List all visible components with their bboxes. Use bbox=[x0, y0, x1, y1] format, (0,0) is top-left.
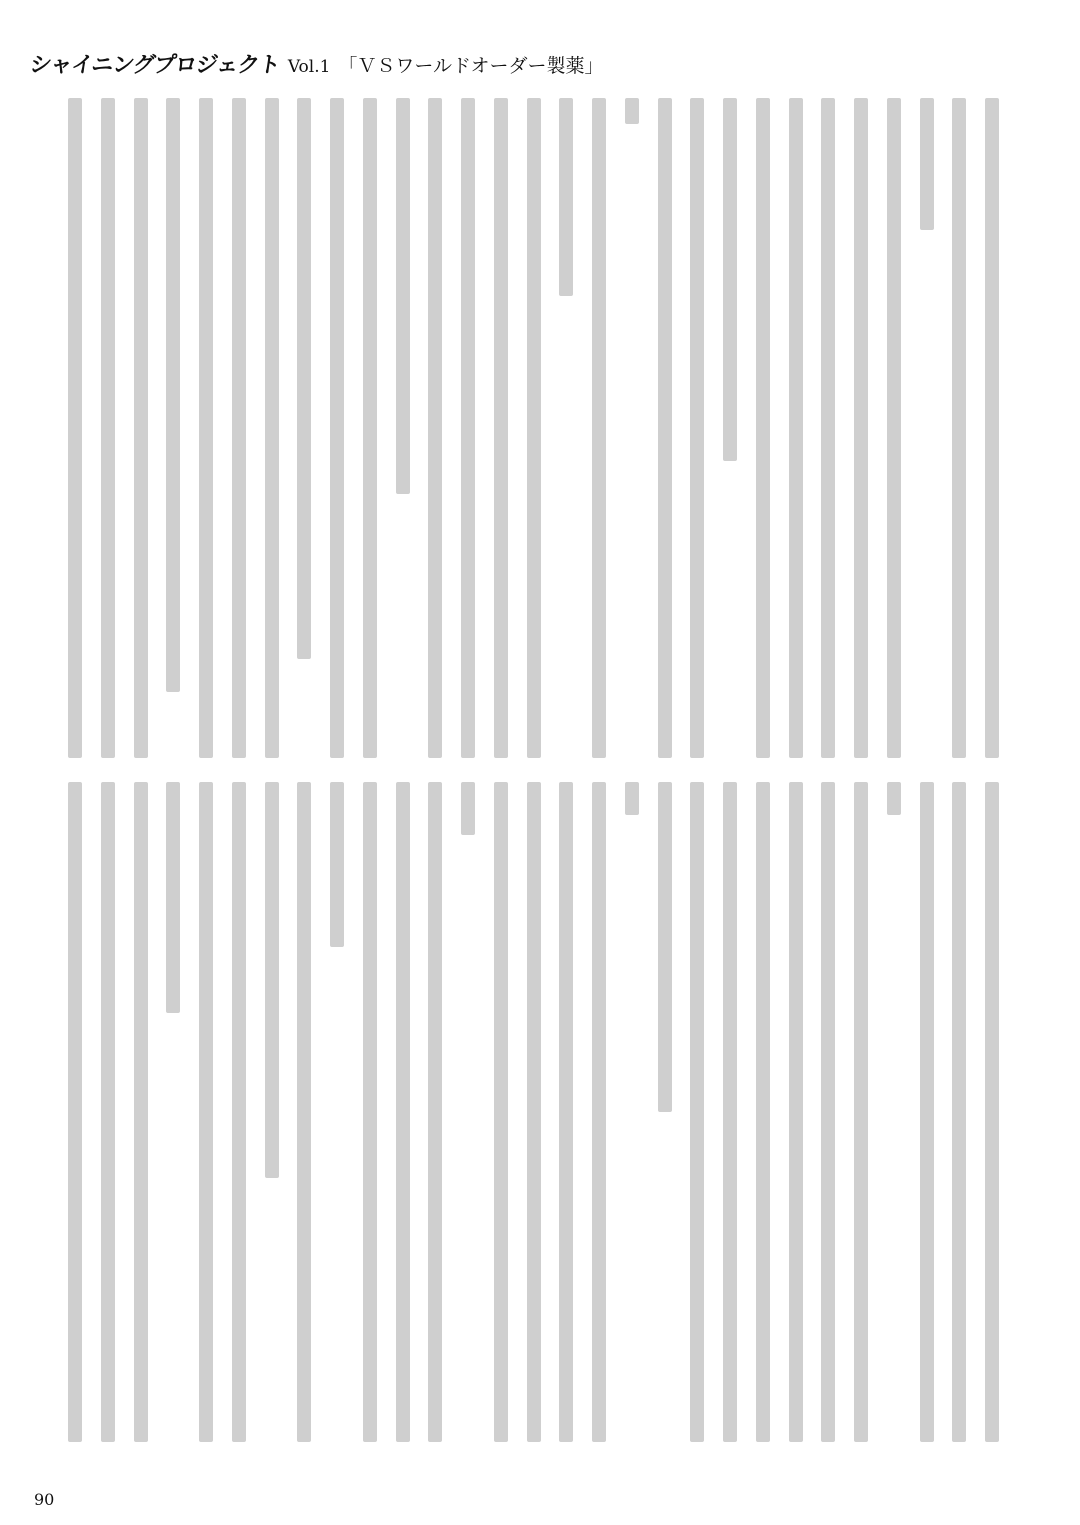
text-column-placeholder bbox=[723, 98, 737, 461]
text-column-placeholder bbox=[559, 98, 573, 296]
series-title: シャイニングプロジェクト bbox=[27, 53, 282, 78]
text-column-placeholder bbox=[330, 782, 344, 947]
text-column-placeholder bbox=[297, 782, 311, 1442]
text-column-placeholder bbox=[690, 98, 704, 758]
text-column-placeholder bbox=[363, 782, 377, 1442]
text-column-placeholder bbox=[101, 782, 115, 1442]
text-column-placeholder bbox=[854, 782, 868, 1442]
text-column-placeholder bbox=[952, 782, 966, 1442]
text-column-placeholder bbox=[723, 782, 737, 1442]
chapter-subtitle: 「ＶＳワールドオーダー製薬」 bbox=[338, 55, 604, 77]
text-column-placeholder bbox=[985, 782, 999, 1442]
text-column-placeholder bbox=[592, 98, 606, 758]
text-column-placeholder bbox=[461, 98, 475, 758]
text-column-placeholder bbox=[461, 782, 475, 835]
text-column-placeholder bbox=[68, 98, 82, 758]
text-column-placeholder bbox=[396, 98, 410, 494]
text-column-placeholder bbox=[658, 782, 672, 1112]
text-column-placeholder bbox=[166, 98, 180, 692]
text-column-placeholder bbox=[297, 98, 311, 659]
text-column-placeholder bbox=[821, 98, 835, 758]
text-column-placeholder bbox=[428, 98, 442, 758]
page-number: 90 bbox=[34, 1490, 55, 1509]
text-column-placeholder bbox=[527, 98, 541, 758]
text-column-placeholder bbox=[101, 98, 115, 758]
body-text-lower-tier bbox=[60, 782, 1010, 1442]
text-column-placeholder bbox=[789, 782, 803, 1442]
text-column-placeholder bbox=[625, 98, 639, 124]
text-column-placeholder bbox=[854, 98, 868, 758]
text-column-placeholder bbox=[920, 782, 934, 1442]
text-column-placeholder bbox=[559, 782, 573, 1442]
text-column-placeholder bbox=[232, 98, 246, 758]
text-column-placeholder bbox=[494, 98, 508, 758]
text-column-placeholder bbox=[232, 782, 246, 1442]
text-column-placeholder bbox=[756, 782, 770, 1442]
body-text-upper-tier bbox=[60, 98, 1010, 758]
text-column-placeholder bbox=[134, 98, 148, 758]
text-column-placeholder bbox=[887, 98, 901, 758]
text-column-placeholder bbox=[527, 782, 541, 1442]
text-column-placeholder bbox=[887, 782, 901, 815]
text-column-placeholder bbox=[756, 98, 770, 758]
running-header bbox=[27, 48, 604, 79]
text-column-placeholder bbox=[428, 782, 442, 1442]
text-column-placeholder bbox=[494, 782, 508, 1442]
text-column-placeholder bbox=[199, 782, 213, 1442]
text-column-placeholder bbox=[265, 98, 279, 758]
text-column-placeholder bbox=[134, 782, 148, 1442]
text-column-placeholder bbox=[166, 782, 180, 1013]
text-column-placeholder bbox=[363, 98, 377, 758]
text-column-placeholder bbox=[690, 782, 704, 1442]
text-column-placeholder bbox=[592, 782, 606, 1442]
text-column-placeholder bbox=[265, 782, 279, 1178]
text-column-placeholder bbox=[625, 782, 639, 815]
text-column-placeholder bbox=[330, 98, 344, 758]
text-column-placeholder bbox=[658, 98, 672, 758]
text-column-placeholder bbox=[952, 98, 966, 758]
text-column-placeholder bbox=[920, 98, 934, 230]
text-column-placeholder bbox=[789, 98, 803, 758]
text-column-placeholder bbox=[821, 782, 835, 1442]
volume-label: Vol.1 bbox=[287, 57, 331, 77]
text-column-placeholder bbox=[68, 782, 82, 1442]
text-column-placeholder bbox=[396, 782, 410, 1442]
text-column-placeholder bbox=[985, 98, 999, 758]
text-column-placeholder bbox=[199, 98, 213, 758]
